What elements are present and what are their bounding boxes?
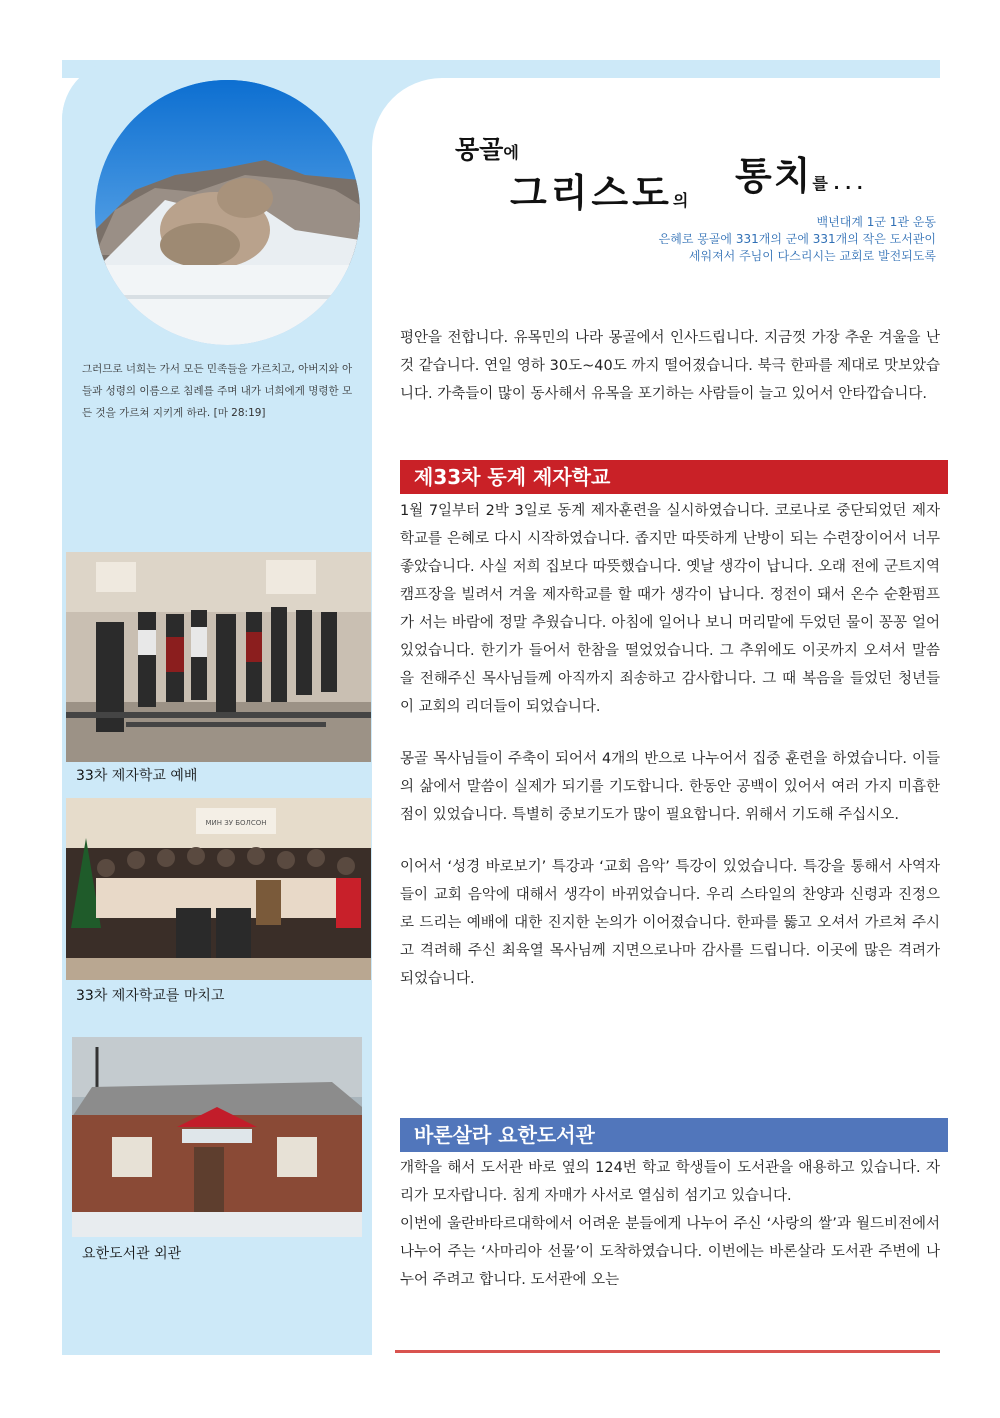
library-paragraph-2: 이번에 울란바타르대학에서 어려운 분들에게 나누어 주신 ‘사랑의 쌀’과 월드비전에서 나누어 주는 ‘사마리아 선물’이 도착하였습니다. 이번에는 바론살라 도서관 주변에 나누어 주려고 합니다. 도서관에 오는	[400, 1216, 940, 1288]
banner-text: МИН ЗУ БОЛСОН	[205, 819, 267, 827]
discipleship-paragraph-3: 이어서 ‘성경 바로보기’ 특강과 ‘교회 음악’ 특강이 있었습니다. 특강을 통해서 사역자들이 교회 음악에 대해서 생각이 바뀌었습니다. 우리 스타일의 찬양과 신령과 진정으로 드리는 예배에 대한 진지한 논의가 이어졌습니다. 한파를 뚫고 오셔서 가르쳐 주시고 격려해 주신 최육열 목사님께 지면으로나마 감사를 드립니다. 이곳에 많은 격려가 되었습니다.	[400, 859, 940, 987]
discipleship-paragraph-2: 몽골 목사님들이 주축이 되어서 4개의 반으로 나누어서 집중 훈련을 하였습니다. 이들의 삶에서 말씀이 실제가 되기를 기도합니다. 한동안 공백이 있어서 여러 가지 미흡한 점이 있었습니다. 특별히 중보기도가 많이 필요합니다. 위해서 기도해 주십시오.	[400, 751, 940, 823]
intro-paragraph	[400, 324, 940, 432]
scripture-verse: 그러므로 너희는 가서 모든 민족들을 가르치고, 아버지와 아들과 성령의 이름으로 침례를 주며 내가 너희에게 명령한 모든 것을 가르쳐 지키게 하라. [마 28:19]	[82, 363, 353, 419]
subtitle-line-2: 은혜로 몽골에 331개의 군에 331개의 작은 도서관이	[658, 232, 936, 246]
caption-worship: 33차 제자학교 예배	[76, 768, 198, 784]
header-subtitle	[659, 214, 936, 265]
intro-text: 평안을 전합니다. 유목민의 나라 몽골에서 인사드립니다. 지금껏 가장 추운 겨울을 난 것 같습니다. 연일 영하 30도~40도 까지 떨어졌습니다. 북극 한파를 제대로 맛보았습니다. 가축들이 많이 동사해서 유목을 포기하는 사람들이 늘고 있어서 안타깝습니다.	[400, 330, 940, 402]
worship-photo	[66, 552, 371, 762]
title-christ: 그리스도의	[510, 171, 689, 215]
caption-library: 요한도서관 외관	[82, 1246, 182, 1262]
section-heading-library: 바론살라 요한도서관	[400, 1118, 948, 1152]
discipleship-content	[400, 497, 940, 1017]
bottom-divider	[395, 1350, 940, 1353]
caption-group: 33차 제자학교를 마치고	[76, 988, 225, 1004]
title-reign: 통치를 . . .	[735, 154, 863, 198]
subtitle-line-3: 세워져서 주님이 다스리시는 교회로 발전되도록	[688, 249, 936, 263]
subtitle-line-1: 백년대계 1군 1관 운동	[816, 215, 936, 229]
title-mongolia: 몽골에	[455, 135, 519, 164]
library-exterior-photo	[72, 1037, 362, 1237]
library-paragraph-1: 개학을 해서 도서관 바로 옆의 124번 학교 학생들이 도서관을 애용하고 있습니다. 자리가 모자랍니다. 침게 자매가 사서로 열심히 섬기고 있습니다.	[400, 1160, 940, 1204]
section-heading-discipleship: 제33차 동계 제자학교	[400, 460, 948, 494]
mountain-rock-photo	[95, 80, 360, 345]
discipleship-paragraph-1: 1월 7일부터 2박 3일로 동계 제자훈련을 실시하였습니다. 코로나로 중단되었던 제자학교를 은혜로 다시 시작하였습니다. 좁지만 따뜻하게 난방이 되는 수련장이어서 너무 좋았습니다. 사실 저희 집보다 따뜻했습니다. 옛날 생각이 납니다. 오래 전에 군트지역 캠프장을 빌려서 겨울 제자학교를 할 때가 생각이 납니다. 정전이 돼서 온수 순환펌프가 서는 바람에 정말 추웠습니다. 아침에 일어나 보니 머리맡에 두었던 물이 꽁꽁 얼어 있었습니다. 한기가 들어서 한참을 떨었었습니다. 그 추위에도 이곳까지 오셔서 말씀을 전해주신 목사님들께 아직까지 죄송하고 감사합니다. 그 때 복음을 들었던 청년들이 교회의 리더들이 되었습니다.	[400, 503, 940, 715]
group-photo	[66, 798, 371, 980]
library-content	[400, 1154, 940, 1294]
